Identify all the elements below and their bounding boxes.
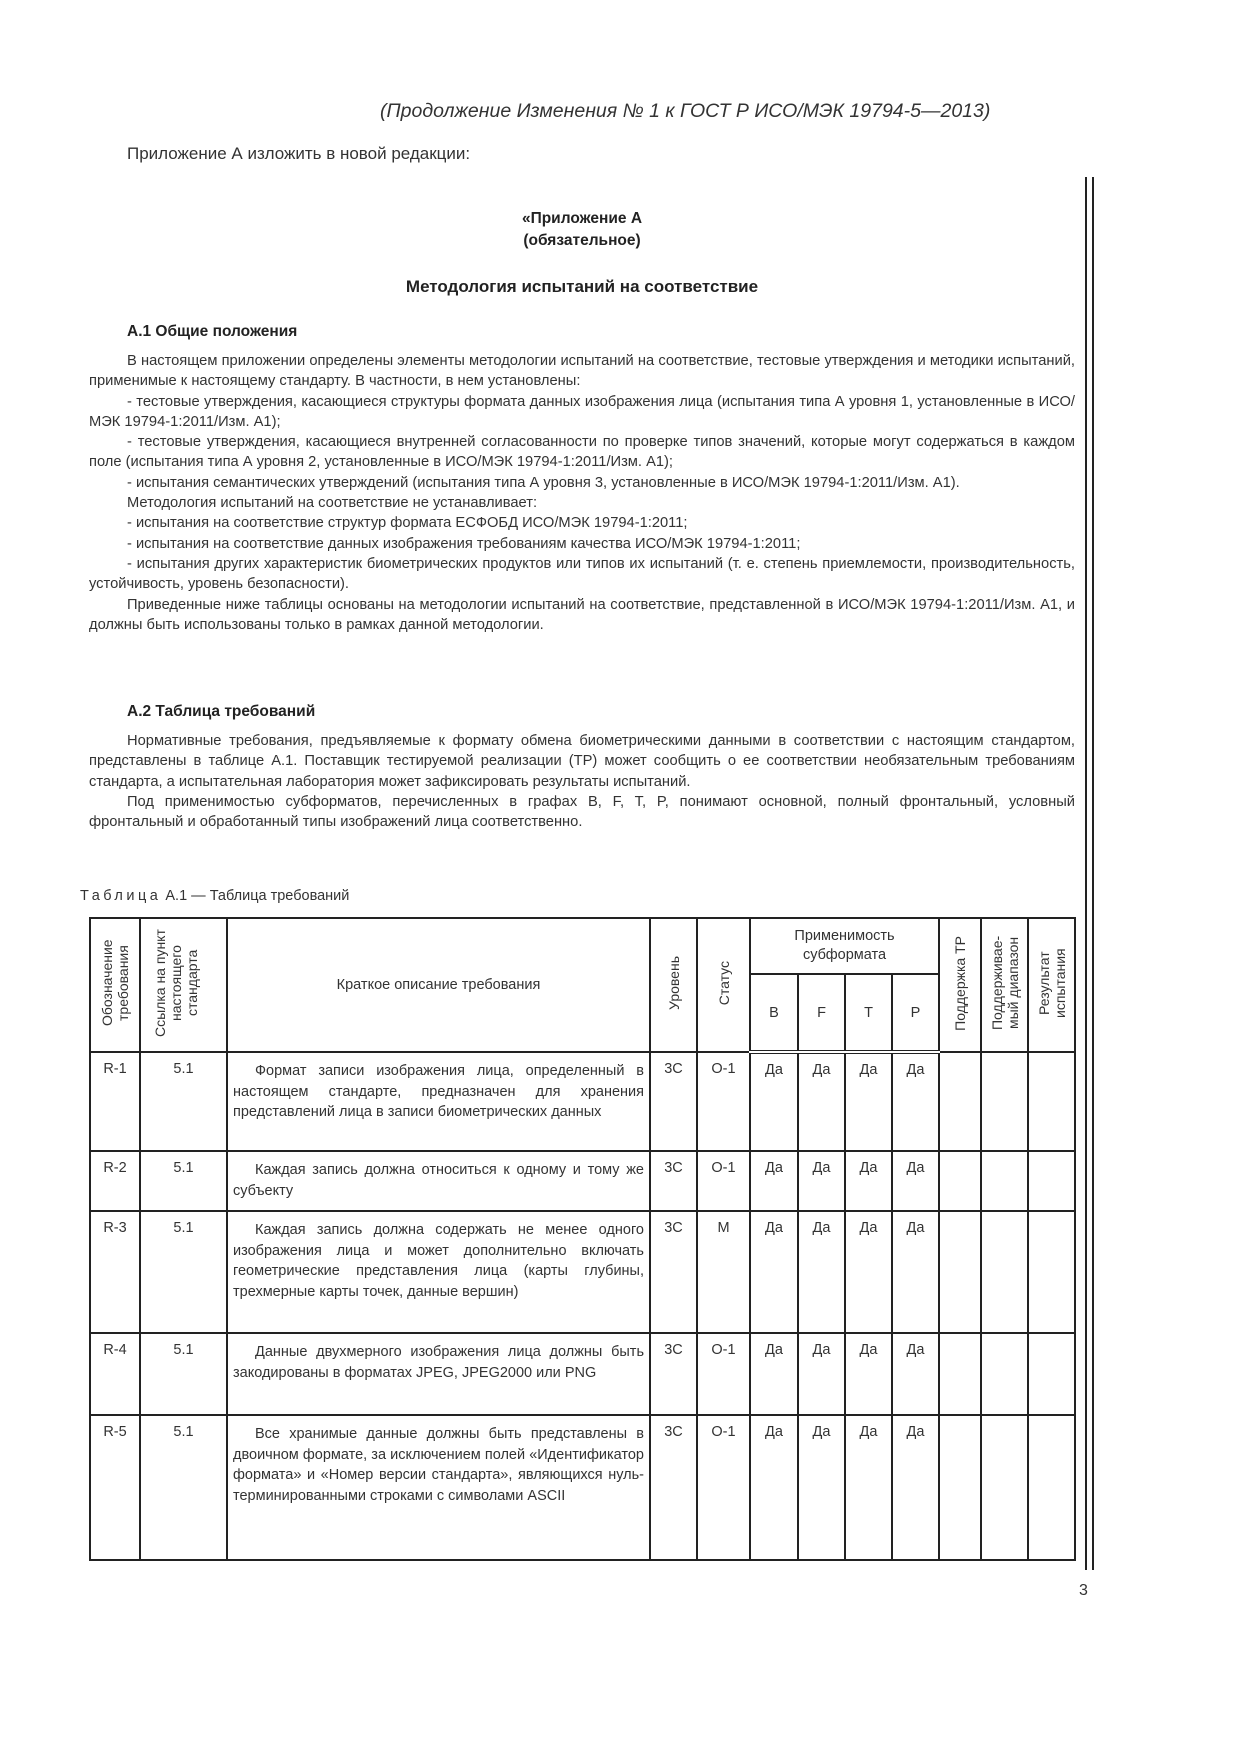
cell-range [981,1052,1028,1151]
cell-status: О-1 [697,1052,750,1151]
cell-p: Да [892,1333,939,1415]
cell-result [1028,1052,1075,1151]
cell-p: Да [892,1151,939,1211]
cell-desc: Формат записи изображения лица, определенный в настоящем стандарте, предназначен для хранения представлений лица в записи биометрических данных [227,1052,650,1151]
cell-b: Да [750,1151,798,1211]
header-sub-t: T [845,974,892,1052]
cell-support [939,1333,981,1415]
header-sub-f: F [798,974,845,1052]
cell-status: М [697,1211,750,1333]
cell-b: Да [750,1052,798,1151]
table-caption [80,888,349,904]
cell-range [981,1333,1028,1415]
header-desc: Краткое описание требования [227,918,650,1052]
header-ref: Ссылка на пункт настоящего стандарта [140,918,227,1052]
section-a2-body [89,731,1075,832]
cell-id: R-4 [90,1333,140,1415]
cell-p: Да [892,1415,939,1560]
cell-level: 3С [650,1211,697,1333]
cell-p: Да [892,1211,939,1333]
cell-ref: 5.1 [140,1052,227,1151]
page-number: 3 [1079,1582,1088,1599]
header-id: Обозначение требования [90,918,140,1052]
annex-status: (обязательное) [523,232,641,249]
cell-ref: 5.1 [140,1151,227,1211]
paragraph: Приведенные ниже таблицы основаны на методологии испытаний на соответствие, представленной в ИСО/МЭК 19794-1:2011/Изм. А1, и должны быть использованы только в рамках данной методологии. [89,596,1075,633]
cell-level: 3С [650,1151,697,1211]
cell-desc: Все хранимые данные должны быть представлены в двоичном формате, за исключением полей «Идентификатор формата» и «Номер версии стандарта», являющихся нуль-терминированными строками с символами ASCII [227,1415,650,1560]
cell-t: Да [845,1151,892,1211]
table-caption-word: Таблица [80,888,162,904]
section-a2-heading: А.2 Таблица требований [127,703,316,720]
cell-status: О-1 [697,1333,750,1415]
cell-result [1028,1415,1075,1560]
cell-range [981,1211,1028,1333]
header-support: Поддержка ТР [939,918,981,1052]
table-row [90,1211,1075,1333]
header-sub-p: P [892,974,939,1052]
list-item: - тестовые утверждения, касающиеся внутренней согласованности по проверке типов значений, которые могут содержаться в каждом поле (испытания типа А уровня 2, установленные в ИСО/МЭК 19794-1:2011/Изм. А1); [89,434,1075,471]
table-row [90,1333,1075,1415]
cell-p: Да [892,1052,939,1151]
cell-range [981,1151,1028,1211]
section-a1-body [89,351,1075,635]
table-row [90,1151,1075,1211]
cell-t: Да [845,1415,892,1560]
paragraph: Нормативные требования, предъявляемые к формату обмена биометрическими данными в соответствии с настоящим стандартом, представлены в таблице А.1. Поставщик тестируемой реализации (ТР) может сообщить о ее соответствии необязательным требованиям стандарта, а испытательная лаборатория может зафиксировать результаты испытаний. [89,733,1075,790]
cell-level: 3С [650,1415,697,1560]
cell-id: R-1 [90,1052,140,1151]
cell-support [939,1151,981,1211]
running-header: (Продолжение Изменения № 1 к ГОСТ Р ИСО/МЭК 19794-5—2013) [380,100,991,122]
list-item: - испытания семантических утверждений (испытания типа А уровня 3, установленные в ИСО/МЭК 19794-1:2011/Изм. А1). [127,474,960,491]
requirements-table [89,917,1076,1561]
cell-support [939,1052,981,1151]
cell-t: Да [845,1333,892,1415]
cell-f: Да [798,1415,845,1560]
paragraph: Методология испытаний на соответствие не устанавливает: [127,495,538,512]
cell-ref: 5.1 [140,1211,227,1333]
cell-result [1028,1151,1075,1211]
header-applicability: Применимость субформата [750,918,939,974]
cell-b: Да [750,1415,798,1560]
change-bar-right [1092,177,1094,1570]
list-item: - испытания на соответствие структур формата ЕСФОБД ИСО/МЭК 19794-1:2011; [127,515,688,532]
header-status: Статус [697,918,750,1052]
annex-title: Методология испытаний на соответствие [405,277,759,296]
header-level: Уровень [650,918,697,1052]
cell-t: Да [845,1052,892,1151]
cell-f: Да [798,1333,845,1415]
paragraph: Под применимостью субформатов, перечисленных в графах B, F, T, P, понимают основной, полный фронтальный, условный фронтальный и обработанный типы изображений лица соответственно. [89,793,1075,831]
cell-status: О-1 [697,1415,750,1560]
paragraph: В настоящем приложении определены элементы методологии испытаний на соответствие, тестовые утверждения и методики испытаний, применимые к настоящему стандарту. В частности, в нем установлены: [89,353,1075,390]
cell-id: R-3 [90,1211,140,1333]
change-bar-left [1085,177,1087,1570]
annex-label: «Приложение А [521,210,643,227]
cell-id: R-5 [90,1415,140,1560]
cell-f: Да [798,1151,845,1211]
cell-range [981,1415,1028,1560]
cell-support [939,1211,981,1333]
header-sub-b: B [750,974,798,1052]
cell-status: О-1 [697,1151,750,1211]
cell-ref: 5.1 [140,1333,227,1415]
cell-result [1028,1333,1075,1415]
cell-level: 3С [650,1052,697,1151]
cell-result [1028,1211,1075,1333]
cell-b: Да [750,1211,798,1333]
table-row [90,1415,1075,1560]
list-item: - испытания на соответствие данных изображения требованиям качества ИСО/МЭК 19794-1:2011; [127,535,801,552]
table-row [90,1052,1075,1151]
table-caption-title: А.1 — Таблица требований [165,888,350,904]
cell-ref: 5.1 [140,1415,227,1560]
cell-f: Да [798,1052,845,1151]
cell-t: Да [845,1211,892,1333]
cell-support [939,1415,981,1560]
cell-level: 3С [650,1333,697,1415]
cell-desc: Данные двухмерного изображения лица должны быть закодированы в форматах JPEG, JPEG2000 или PNG [227,1333,650,1415]
list-item: - испытания других характеристик биометрических продуктов или типов их испытаний (т. е. степень приемлемости, производительность, устойчивость, уровень безопасности). [89,555,1075,593]
header-range: Поддерживае-мый диапазон [981,918,1028,1052]
cell-desc: Каждая запись должна относиться к одному и тому же субъекту [227,1151,650,1211]
section-a1-heading: А.1 Общие положения [127,323,298,340]
list-item: - тестовые утверждения, касающиеся структуры формата данных изображения лица (испытания типа А уровня 1, установленные в ИСО/МЭК 19794-1:2011/Изм. А1); [89,393,1075,430]
header-result: Результат испытания [1028,918,1075,1052]
cell-f: Да [798,1211,845,1333]
cell-desc: Каждая запись должна содержать не менее одного изображения лица и может дополнительно включать геометрические представления лица (карты глубины, трехмерные карты точек, данные вершин) [227,1211,650,1333]
intro-text: Приложение А изложить в новой редакции: [127,144,471,163]
cell-id: R-2 [90,1151,140,1211]
cell-b: Да [750,1333,798,1415]
